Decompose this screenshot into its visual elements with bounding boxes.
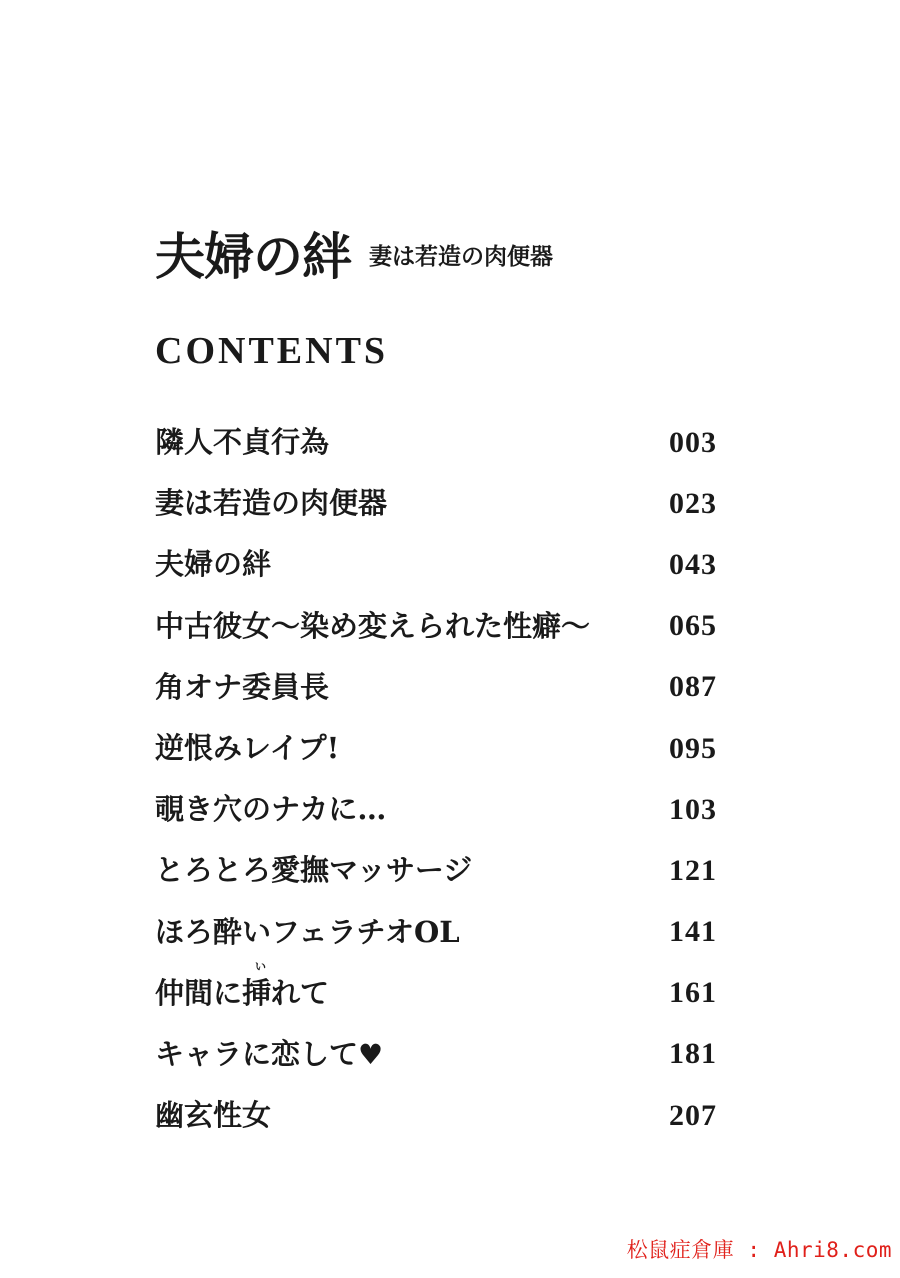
toc-entry <box>155 596 717 657</box>
toc-entry-title: 仲間に挿れて <box>155 975 330 1010</box>
toc-entry-title: 角オナ委員長 <box>155 669 330 704</box>
toc-entry-page: 003 <box>669 425 717 459</box>
heart-icon: ♥ <box>358 1037 384 1071</box>
toc-entry-title: ほろ酔いフェラチオOL <box>155 914 460 949</box>
toc-entry-page: 141 <box>669 915 717 949</box>
toc-entry <box>155 840 717 901</box>
toc-entry-title: 夫婦の絆 <box>155 547 272 582</box>
toc-entry-page: 181 <box>669 1037 717 1071</box>
toc-entry <box>155 959 717 1024</box>
toc-entry <box>155 779 717 840</box>
toc-entry-title: 逆恨みレイプ! <box>155 731 340 766</box>
toc-entry <box>155 473 717 534</box>
toc-entry <box>155 718 717 779</box>
toc-entry-title: 中古彼女〜染め変えられた性癖〜 <box>155 608 591 643</box>
toc-entry-title: キャラに恋して <box>155 1036 359 1071</box>
toc-entry-title: 覗き穴のナカに… <box>155 792 387 827</box>
toc-entry-page: 043 <box>669 547 717 581</box>
ruby-reading: い <box>255 959 266 973</box>
watermark-text: 松鼠症倉庫 : Ahri8.com <box>626 1238 892 1262</box>
toc-entry-page: 103 <box>669 792 717 826</box>
toc-entry-page: 121 <box>669 853 717 887</box>
book-title-main: 夫婦の絆 <box>155 227 351 286</box>
toc-entry-title-with-ruby <box>155 959 330 1010</box>
toc-entry-page: 095 <box>669 731 717 765</box>
toc-entry <box>155 1024 717 1085</box>
toc-entry-page: 065 <box>669 609 717 643</box>
toc-entry-page: 207 <box>669 1098 717 1132</box>
book-title <box>155 218 553 286</box>
toc-entry <box>155 657 717 718</box>
book-subtitle: 妻は若造の肉便器 <box>369 243 553 270</box>
toc-entry-title: 幽玄性女 <box>155 1098 272 1133</box>
toc-entry <box>155 1085 717 1146</box>
toc-entry-title: 妻は若造の肉便器 <box>155 486 388 521</box>
toc-entry-page: 087 <box>669 670 717 704</box>
table-of-contents <box>155 412 717 1146</box>
toc-entry-title-with-heart <box>155 1036 384 1071</box>
toc-entry-page: 161 <box>669 976 717 1010</box>
toc-entry <box>155 412 717 473</box>
toc-entry-title: とろとろ愛撫マッサージ <box>155 853 473 888</box>
contents-heading: CONTENTS <box>155 330 389 372</box>
toc-entry <box>155 534 717 595</box>
toc-entry-title: 隣人不貞行為 <box>155 425 330 460</box>
toc-entry-page: 023 <box>669 486 717 520</box>
toc-entry <box>155 902 717 963</box>
